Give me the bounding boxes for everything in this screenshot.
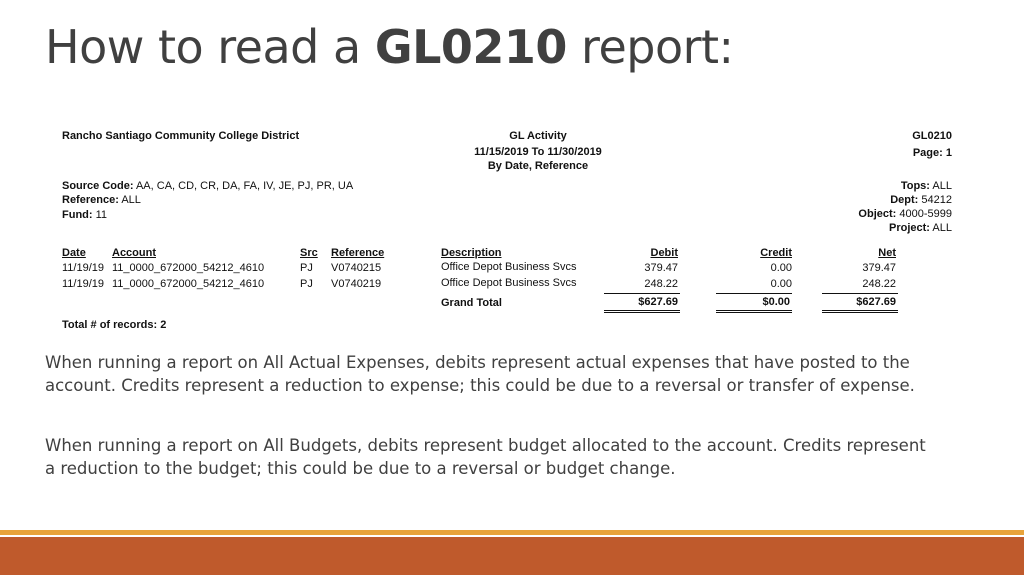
row-2-description: Office Depot Business Svcs (441, 277, 577, 289)
grand-total-net: $627.69 (856, 296, 896, 308)
report-date-range: 11/15/2019 To 11/30/2019 (474, 146, 602, 158)
debit-subtotal-rule (604, 293, 680, 294)
net-subtotal-rule (822, 293, 898, 294)
row-1-src: PJ (300, 262, 313, 274)
title-suffix: report: (581, 20, 734, 74)
accent-thin-bar (0, 530, 1024, 535)
title-report-code: GL0210 (374, 20, 567, 74)
debit-total-double-rule (604, 310, 680, 313)
col-header-description: Description (441, 247, 502, 259)
col-header-account: Account (112, 247, 156, 259)
accent-thick-bar (0, 537, 1024, 575)
row-2-reference: V0740219 (331, 278, 382, 290)
filter-fund: Fund: 11 (62, 209, 108, 221)
col-header-credit: Credit (760, 247, 792, 259)
filter-project: Project: ALL (889, 222, 952, 234)
report-center-title: GL Activity (509, 130, 567, 142)
row-2-debit: 248.22 (644, 278, 678, 290)
paragraph-actual-expenses: When running a report on All Actual Expenses, debits represent actual expenses that have posted to the account. Credits represent a reduction to expense; this could be due to a reversal or transfer of expense. (45, 353, 915, 395)
filter-reference: Reference: ALL (62, 194, 141, 206)
paragraph-budgets: When running a report on All Budgets, debits represent budget allocated to the account. Credits represent a reduction to the budget; this could be due to a reversal or budget change. (45, 436, 926, 478)
row-1-net: 379.47 (862, 262, 896, 274)
row-1-debit: 379.47 (644, 262, 678, 274)
col-header-reference: Reference (331, 247, 385, 259)
filter-tops: Tops: ALL (900, 180, 952, 192)
credit-subtotal-rule (716, 293, 792, 294)
row-1-account: 11_0000_672000_54212_4610 (112, 262, 265, 274)
row-1-description: Office Depot Business Svcs (441, 261, 577, 273)
col-header-net: Net (878, 247, 896, 259)
net-total-double-rule (822, 310, 898, 313)
col-header-src: Src (300, 247, 318, 259)
row-1-credit: 0.00 (770, 262, 792, 274)
report-page: Page: 1 (912, 147, 952, 159)
row-2-account: 11_0000_672000_54212_4610 (112, 278, 265, 290)
grand-total-credit: $0.00 (762, 296, 790, 308)
total-records: Total # of records: 2 (62, 319, 167, 331)
col-header-date: Date (62, 247, 86, 259)
report-id: GL0210 (912, 130, 952, 142)
row-2-src: PJ (300, 278, 313, 290)
row-2-date: 11/19/19 (62, 278, 105, 290)
grand-total-label: Grand Total (441, 297, 502, 309)
credit-total-double-rule (716, 310, 792, 313)
report-org: Rancho Santiago Community College District (62, 130, 300, 142)
row-1-reference: V0740215 (331, 262, 382, 274)
grand-total-debit: $627.69 (638, 296, 678, 308)
filter-object: Object: 4000-5999 (858, 208, 952, 220)
report-sort: By Date, Reference (487, 160, 589, 172)
col-header-debit: Debit (650, 247, 678, 259)
row-2-credit: 0.00 (770, 278, 792, 290)
gl0210-report-image (58, 125, 958, 335)
filter-source-code: Source Code: AA, CA, CD, CR, DA, FA, IV, JE, PJ, PR, UA (62, 180, 354, 192)
filter-dept: Dept: 54212 (890, 194, 952, 206)
row-2-net: 248.22 (862, 278, 896, 290)
slide-title (45, 20, 734, 74)
row-1-date: 11/19/19 (62, 262, 105, 274)
title-prefix: How to read a (45, 20, 361, 74)
